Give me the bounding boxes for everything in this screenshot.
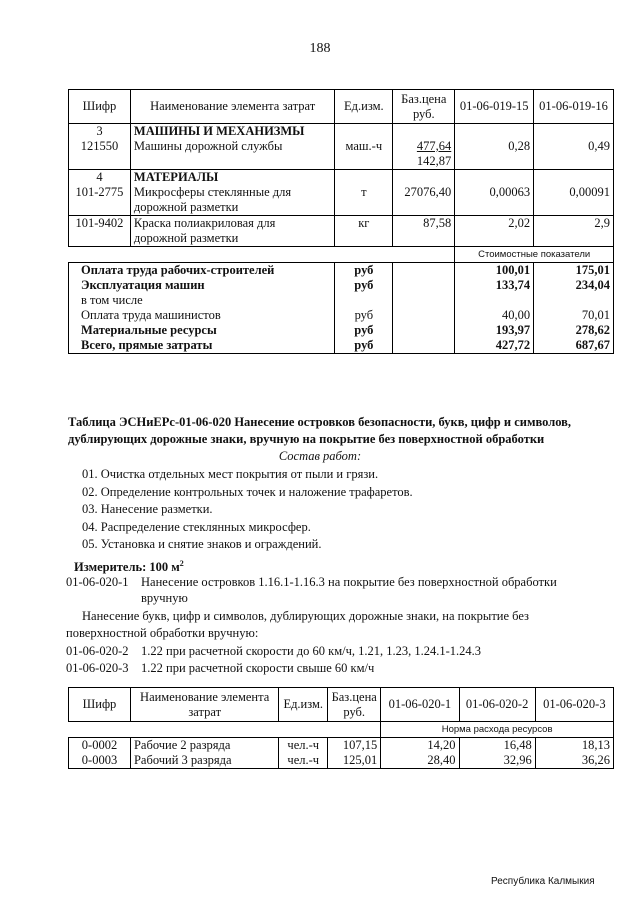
resource-table-2 xyxy=(68,687,614,769)
value-cell: 0,28 xyxy=(455,124,534,170)
summary-row xyxy=(69,308,614,323)
cost-label-row xyxy=(69,247,614,263)
value-cell: 2,02 xyxy=(455,216,534,247)
value-cell: 16,48 xyxy=(459,738,535,754)
value-cell: 18,13 xyxy=(535,738,613,754)
item-code: 01-06-020-2 xyxy=(66,644,129,658)
value-cell: 0,00063 xyxy=(455,170,534,216)
footer-region: Республика Калмыкия xyxy=(491,876,595,887)
price-cell: 27076,40 xyxy=(393,170,455,216)
col-norm-3-header: 01-06-020-3 xyxy=(535,688,613,722)
value-cell: 0,00091 xyxy=(534,170,614,216)
section-number: 3 121550 xyxy=(69,124,131,170)
value-cell: 14,20 xyxy=(381,738,459,754)
summary-value: 427,72 xyxy=(455,338,534,354)
unit-cell: маш.-ч xyxy=(335,124,393,170)
col-norm-1-header: 01-06-019-15 xyxy=(455,90,534,124)
cost-indicators-label: Стоимостные показатели xyxy=(455,247,614,263)
summary-value: 70,01 xyxy=(534,308,614,323)
section-title-line-2: дублирующих дорожные знаки, вручную на покрытие без поверхностной обработки xyxy=(68,432,545,446)
summary-unit: руб xyxy=(335,278,393,293)
summary-value: 175,01 xyxy=(534,263,614,279)
summary-value: 40,00 xyxy=(455,308,534,323)
summary-value: 234,04 xyxy=(534,278,614,293)
item-text: Нанесение островков 1.16.1-1.16.3 на покрытие без поверхностной обработки xyxy=(141,575,557,589)
section-title-line-1: Таблица ЭСНиЕРс-01-06-020 Нанесение островков безопасности, букв, цифр и символов, xyxy=(68,415,572,429)
work-composition-header: Состав работ: xyxy=(278,449,362,463)
norm-label-row xyxy=(69,722,614,738)
work-item: 01. Очистка отдельных мест покрытия от пыли и грязи. xyxy=(82,467,379,481)
summary-name: Материальные ресурсы xyxy=(69,323,335,338)
summary-name: в том числе xyxy=(69,293,335,308)
section-cell: МАШИНЫ И МЕХАНИЗМЫ Машины дорожной службы xyxy=(130,124,334,170)
item-code: 01-06-020-1 xyxy=(66,575,129,589)
value-cell: 2,9 xyxy=(534,216,614,247)
col-norm-2-header: 01-06-020-2 xyxy=(459,688,535,722)
summary-unit: руб xyxy=(335,308,393,323)
unit-cell: т xyxy=(335,170,393,216)
price-cell: 87,58 xyxy=(393,216,455,247)
table-header-row xyxy=(69,688,614,722)
summary-row xyxy=(69,338,614,354)
item-text: 1.22 при расчетной скорости до 60 км/ч, 1.21, 1.23, 1.24.1-1.24.3 xyxy=(141,644,482,658)
item-code: 01-06-020-3 xyxy=(66,661,129,675)
col-code-header: Шифр xyxy=(69,688,131,722)
summary-name: Эксплуатация машин xyxy=(69,278,335,293)
summary-value: 193,97 xyxy=(455,323,534,338)
summary-value: 100,01 xyxy=(455,263,534,279)
summary-unit: руб xyxy=(335,323,393,338)
col-norm-1-header: 01-06-020-1 xyxy=(381,688,459,722)
value-cell: 32,96 xyxy=(459,753,535,769)
section-number: 4 101-2775 xyxy=(69,170,131,216)
summary-value: 133,74 xyxy=(455,278,534,293)
summary-name: Всего, прямые затраты xyxy=(69,338,335,354)
col-norm-2-header: 01-06-019-16 xyxy=(534,90,614,124)
item-text: 1.22 при расчетной скорости свыше 60 км/ч xyxy=(141,661,375,675)
work-item: 03. Нанесение разметки. xyxy=(82,502,213,516)
price-cell: 125,01 xyxy=(328,753,381,769)
work-item: 02. Определение контрольных точек и наложение трафаретов. xyxy=(82,485,413,499)
value-cell: 0,49 xyxy=(534,124,614,170)
col-unit-header: Ед.изм. xyxy=(335,90,393,124)
paragraph-line: Нанесение букв, цифр и символов, дублирующих дорожные знаки, на покрытие без xyxy=(82,609,529,623)
table-row xyxy=(69,738,614,754)
summary-unit: руб xyxy=(335,263,393,279)
unit-cell: кг xyxy=(335,216,393,247)
summary-row xyxy=(69,293,614,308)
work-item: 04. Распределение стеклянных микросфер. xyxy=(82,520,311,534)
col-name-header: Наименование элемента затрат xyxy=(130,688,278,722)
summary-name: Оплата труда машинистов xyxy=(69,308,335,323)
col-price-header: Баз.цена руб. xyxy=(328,688,381,722)
table-header-row xyxy=(69,90,614,124)
norm-label: Норма расхода ресурсов xyxy=(381,722,614,738)
table-row xyxy=(69,170,614,216)
section-title: МАШИНЫ И МЕХАНИЗМЫ xyxy=(133,124,305,138)
value-cell: 36,26 xyxy=(535,753,613,769)
summary-unit: руб xyxy=(335,338,393,354)
col-code-header: Шифр xyxy=(69,90,131,124)
section-title: МАТЕРИАЛЫ xyxy=(133,170,219,184)
price-cell: 477,64 142,87 xyxy=(393,124,455,170)
summary-name: Оплата труда рабочих-строителей xyxy=(69,263,335,279)
price-cell: 107,15 xyxy=(328,738,381,754)
section-cell: МАТЕРИАЛЫ Микросферы стеклянные для дорожной разметки xyxy=(130,170,334,216)
col-name-header: Наименование элемента затрат xyxy=(130,90,334,124)
table-row xyxy=(69,124,614,170)
measure-unit: Измеритель: 100 $м^2$ xyxy=(74,559,184,575)
table-row xyxy=(69,753,614,769)
code-cell: 0-0002 xyxy=(69,738,131,754)
name-cell: Краска полиакриловая для дорожной разметки xyxy=(130,216,334,247)
work-item: 05. Установка и снятие знаков и ограждений. xyxy=(82,537,322,551)
paragraph-line: поверхностной обработки вручную: xyxy=(66,626,259,640)
summary-value: 687,67 xyxy=(534,338,614,354)
value-cell: 28,40 xyxy=(381,753,459,769)
name-cell: Рабочие 2 разряда xyxy=(130,738,278,754)
code-cell: 0-0003 xyxy=(69,753,131,769)
summary-value: 278,62 xyxy=(534,323,614,338)
table-row xyxy=(69,216,614,247)
summary-row xyxy=(69,263,614,279)
summary-row xyxy=(69,323,614,338)
resource-table-1 xyxy=(68,89,614,354)
summary-row xyxy=(69,278,614,293)
page-number: 188 xyxy=(309,41,331,56)
col-unit-header: Ед.изм. xyxy=(279,688,328,722)
unit-cell: чел.-ч xyxy=(279,753,328,769)
col-price-header: Баз.цена руб. xyxy=(393,90,455,124)
item-text: вручную xyxy=(141,591,188,605)
code-cell: 101-9402 xyxy=(69,216,131,247)
name-cell: Рабочий 3 разряда xyxy=(130,753,278,769)
unit-cell: чел.-ч xyxy=(279,738,328,754)
